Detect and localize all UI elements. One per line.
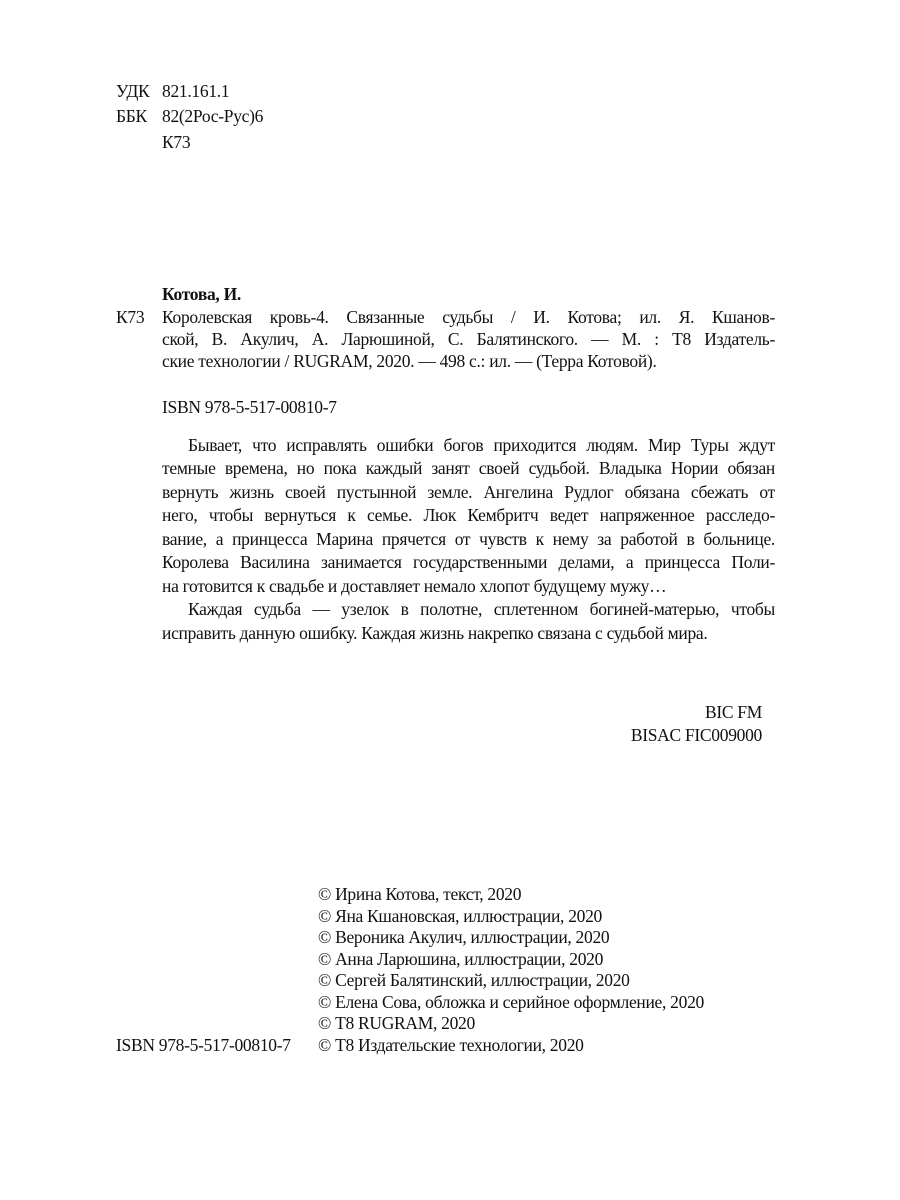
annotation-line: исправить данную ошибку. Каждая жизнь накрепко связана с судьбой мира. (162, 623, 708, 643)
bibliography-mark: К73 (116, 307, 145, 327)
annotation-line: Каждая судьба — узелок в полотне, сплетенном богиней-матерью, чтобы (188, 599, 775, 619)
copyright-line: © Т8 RUGRAM, 2020 (318, 1013, 475, 1033)
bbk-value: 82(2Рос-Рус)6 (162, 106, 264, 126)
bibliography-line: Королевская кровь-4. Связанные судьбы / И. Котова; ил. Я. Кшанов- (162, 307, 775, 327)
copyright-line: © Яна Кшановская, иллюстрации, 2020 (318, 906, 603, 926)
author-mark: К73 (162, 132, 191, 152)
annotation-line: Бывает, что исправлять ошибки богов приходится людям. Мир Туры ждут (188, 435, 775, 455)
annotation-line: на готовится к свадьбе и доставляет немало хлопот будущему мужу… (162, 576, 667, 596)
bic-code: BIC FM (704, 702, 762, 722)
isbn: ISBN 978-5-517-00810-7 (162, 397, 337, 417)
annotation-line: темные времена, но пока каждый занят своей судьбой. Владыка Нории обязан (162, 458, 775, 478)
copyright-line: © Ирина Котова, текст, 2020 (318, 884, 522, 904)
annotation-line: вернуть жизнь своей пустынной земле. Ангелина Рудлог обязана сбежать от (162, 482, 775, 502)
bbk-label: ББК (116, 106, 147, 126)
copyright-line: © Вероника Акулич, иллюстрации, 2020 (318, 927, 610, 947)
footer-isbn: ISBN 978-5-517-00810-7 (116, 1035, 291, 1055)
udk-value: 821.161.1 (162, 81, 230, 101)
copyright-line: © Елена Сова, обложка и серийное оформление, 2020 (318, 992, 704, 1012)
bibliography-line: ской, В. Акулич, А. Ларюшиной, С. Балятинского. — М. : Т8 Издатель- (162, 329, 775, 349)
annotation-line: Королева Василина занимается государственными делами, а принцесса Поли- (162, 552, 775, 572)
annotation-line: вание, а принцесса Марина прячется от чувств к нему за работой в больнице. (162, 529, 775, 549)
copyright-line: © Анна Ларюшина, иллюстрации, 2020 (318, 949, 604, 969)
copyright-line: © Сергей Балятинский, иллюстрации, 2020 (318, 970, 630, 990)
annotation-line: него, чтобы вернуться к семье. Люк Кембритч ведет напряженное расследо- (162, 505, 775, 525)
copyright-line: © Т8 Издательские технологии, 2020 (318, 1035, 584, 1055)
udk-label: УДК (116, 81, 150, 101)
bibliography-line: ские технологии / RUGRAM, 2020. — 498 с.: ил. — (Терра Котовой). (162, 351, 657, 371)
bisac-code: BISAC FIC009000 (630, 725, 762, 745)
author-heading: Котова, И. (162, 284, 241, 304)
